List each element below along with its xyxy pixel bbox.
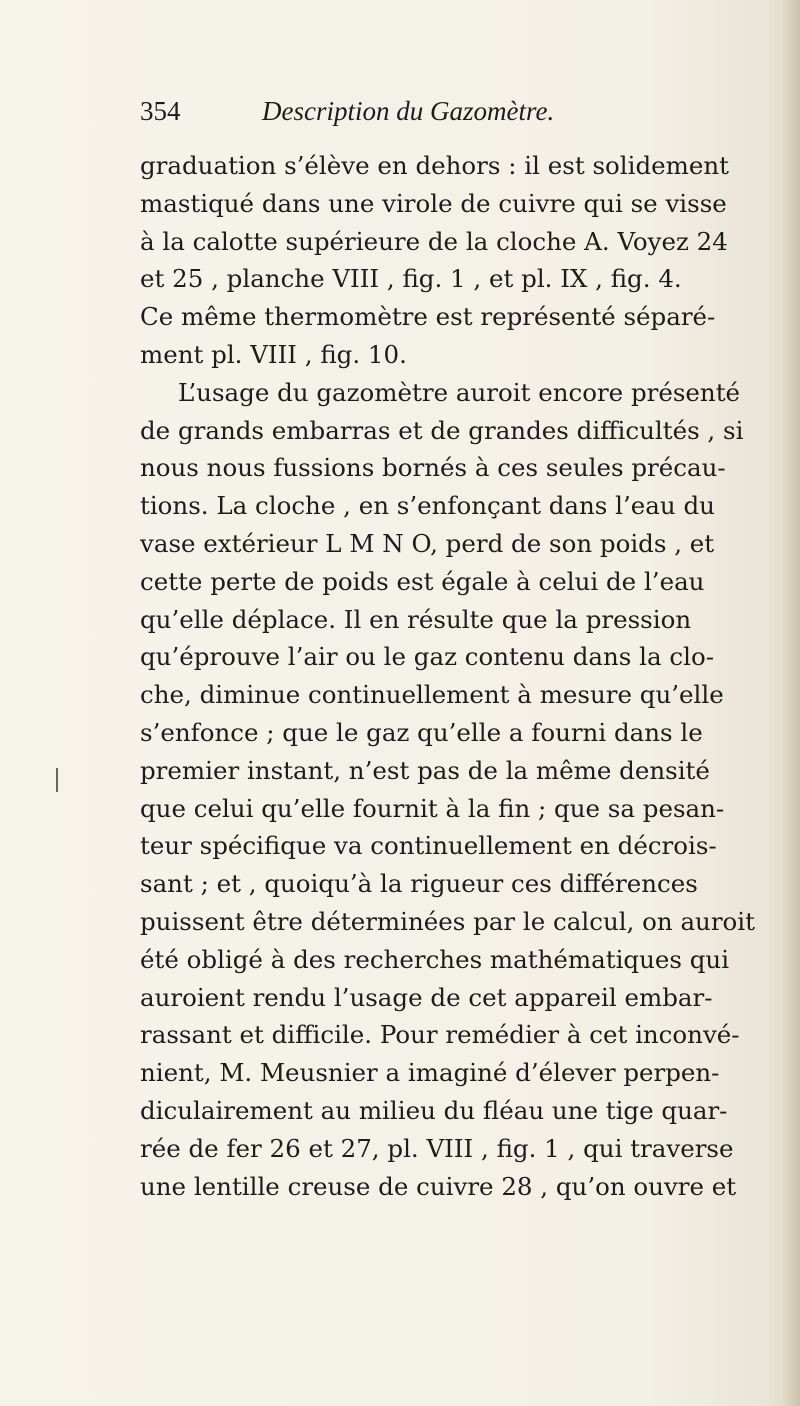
text-line: nous nous fussions bornés à ces seules précau- bbox=[140, 453, 726, 483]
text-line: mastiqué dans une virole de cuivre qui se visse bbox=[140, 188, 727, 218]
text-line: et 25 , planche VIII , fig. 1 , et pl. IX , fig. 4. bbox=[140, 264, 682, 294]
text-line: puissent être déterminées par le calcul, on auroit bbox=[140, 906, 755, 936]
running-head bbox=[140, 96, 700, 136]
margin-mark bbox=[56, 768, 58, 792]
text-line: qu’elle déplace. Il en résulte que la pression bbox=[140, 604, 692, 634]
running-title: Description du Gazomètre. bbox=[262, 96, 555, 126]
text-line: rassant et difficile. Pour remédier à cet inconvé- bbox=[140, 1020, 740, 1050]
text-line: L’usage du gazomètre auroit encore présenté bbox=[178, 377, 741, 407]
text-line: qu’éprouve l’air ou le gaz contenu dans la clo- bbox=[140, 642, 714, 672]
page-number: 354 bbox=[140, 96, 181, 126]
text-line: à la calotte supérieure de la cloche A. Voyez 24 bbox=[140, 226, 728, 256]
text-line: che, diminue continuellement à mesure qu’elle bbox=[140, 680, 724, 710]
text-line: Ce même thermomètre est représenté séparé- bbox=[140, 302, 716, 332]
text-line: tions. La cloche , en s’enfonçant dans l’eau du bbox=[140, 491, 715, 521]
text-line: une lentille creuse de cuivre 28 , qu’on ouvre et bbox=[140, 1171, 737, 1201]
text-line: diculairement au milieu du fléau une tige quar- bbox=[140, 1095, 728, 1125]
page-edge-shadow bbox=[782, 0, 800, 1406]
text-line: auroient rendu l’usage de cet appareil embar- bbox=[140, 982, 713, 1012]
text-line: premier instant, n’est pas de la même densité bbox=[140, 755, 710, 785]
text-line: teur spécifique va continuellement en décrois- bbox=[140, 831, 717, 861]
text-line: s’enfonce ; que le gaz qu’elle a fourni dans le bbox=[140, 717, 703, 747]
text-line: vase extérieur L M N O, perd de son poids , et bbox=[140, 528, 715, 558]
text-line: nient, M. Meusnier a imaginé d’élever perpen- bbox=[140, 1058, 720, 1088]
text-line: que celui qu’elle fournit à la fin ; que sa pesan- bbox=[140, 793, 725, 823]
text-line: cette perte de poids est égale à celui de l’eau bbox=[140, 566, 705, 596]
text-line: graduation s’élève en dehors : il est solidement bbox=[140, 151, 729, 180]
body-text bbox=[140, 147, 780, 1205]
text-line: été obligé à des recherches mathématiques qui bbox=[140, 944, 730, 974]
text-line: de grands embarras et de grandes difficultés , si bbox=[140, 415, 744, 445]
text-line: sant ; et , quoiqu’à la rigueur ces différences bbox=[140, 869, 698, 899]
text-line: ment pl. VIII , fig. 10. bbox=[140, 339, 407, 369]
text-line: rée de fer 26 et 27, pl. VIII , fig. 1 , qui traverse bbox=[140, 1133, 734, 1163]
